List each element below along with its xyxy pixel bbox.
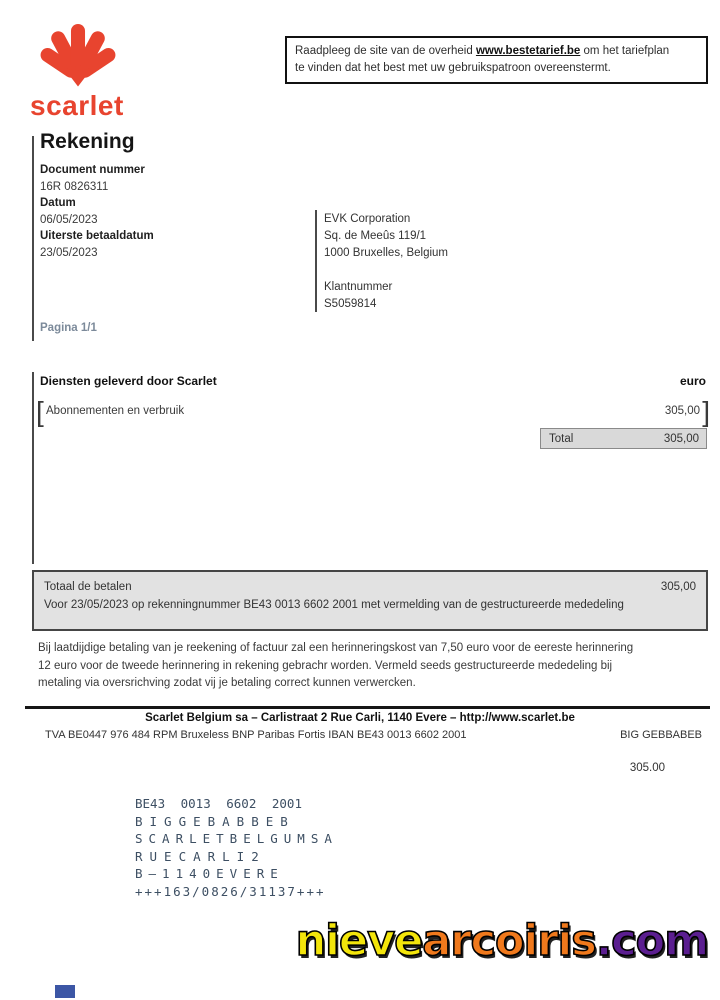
header-left-rule: [32, 136, 34, 341]
slip-payee-line: SCARLETBELGUMSA: [135, 831, 338, 846]
total-box: [540, 428, 707, 449]
site-watermark: [296, 916, 708, 966]
amount-due-value: 305,00: [660, 581, 696, 593]
notice-text-post: om het tariefplan: [580, 45, 670, 57]
footer-company-line: Scarlet Belgium sa – Carlistraat 2 Rue Carli, 1140 Evere – http://www.scarlet.be: [145, 712, 575, 724]
amount-due-box: [32, 570, 708, 631]
notice-text-line2: te vinden dat het best met uw gebruikspatroon overeenstermt.: [295, 62, 611, 74]
field-value-date: 06/05/2023: [40, 213, 98, 226]
services-left-rule: [32, 372, 34, 564]
notice-text-pre: Raadpleeg de site van de overheid: [295, 45, 476, 57]
recipient-address-line2: 1000 Bruxelles, Belgium: [324, 247, 449, 259]
scarlet-wordmark: scarlet: [30, 90, 124, 121]
footer-divider: [25, 706, 710, 709]
late-notice-line2: 12 euro voor de tweede herinnering in rekening gebrachr worden. Vermeld seeds gestructureerde mededeling bij: [38, 659, 613, 672]
slip-amount: 305.00: [629, 762, 665, 774]
slip-structured-reference: +++163/0826/31137+++: [135, 883, 326, 899]
service-row-amount: 305,00: [664, 405, 700, 417]
recipient-name: EVK Corporation: [324, 213, 411, 225]
field-label-document-number: Document nummer: [40, 164, 145, 176]
currency-header: euro: [679, 374, 706, 388]
row-bracket-open: [: [36, 396, 44, 427]
recipient-address-block: [324, 211, 448, 313]
page-number: Pagina 1/1: [40, 322, 97, 334]
field-label-due-date: Uiterste betaaldatum: [40, 230, 154, 242]
total-amount: 305,00: [663, 432, 699, 445]
payment-slip-block: [135, 795, 338, 900]
document-fields: [40, 162, 154, 261]
recipient-left-rule: [315, 210, 317, 312]
slip-iban-line: BE43 0013 6602 2001: [135, 796, 302, 811]
customer-number-value: S5059814: [324, 298, 377, 310]
scarlet-hand-icon: [30, 24, 126, 88]
recipient-address-line1: Sq. de Meeûs 119/1: [324, 230, 427, 242]
slip-street-line: RUECARLI2: [135, 848, 266, 864]
footer-bic: BIG GEBBABEB: [620, 729, 702, 741]
row-bracket-close: ]: [702, 396, 710, 427]
field-label-date: Datum: [40, 197, 76, 209]
slip-city-line: B–1140EVERE: [135, 866, 284, 881]
payment-instruction: Voor 23/05/2023 op rekenningnummer BE43 0013 6602 2001 met vermelding van de gestructureerde mededeling: [44, 599, 624, 611]
watermark-part1: nieve: [295, 916, 423, 966]
scarlet-logo: [26, 24, 146, 122]
slip-bic-line: BIGGEBABBEB: [135, 813, 295, 829]
tariff-notice-box: [285, 36, 708, 84]
watermark-part2: arcoiris: [422, 916, 596, 966]
field-value-due-date: 23/05/2023: [40, 246, 98, 259]
field-value-document-number: 16R 0826311: [40, 180, 109, 193]
page-title: Rekening: [40, 130, 135, 153]
customer-number-label: Klantnummer: [324, 281, 393, 293]
blue-square-mark: [55, 985, 75, 998]
late-notice-line1: Bij laatdijdige betaling van je reekening of factuur zal een herinneringskost van 7,50 euro voor de eereste herinnering: [38, 642, 634, 654]
bestetarief-link[interactable]: www.bestetarief.be: [475, 45, 581, 57]
services-heading: Diensten geleverd door Scarlet: [40, 374, 217, 388]
late-payment-notice: [38, 640, 693, 693]
footer-vat-iban: TVA BE0447 976 484 RPM Bruxeless BNP Paribas Fortis IBAN BE43 0013 6602 2001: [45, 729, 467, 741]
amount-due-label: Totaal de betalen: [44, 581, 132, 593]
watermark-part3: .com: [595, 916, 708, 966]
service-row-label: Abonnementen en verbruik: [46, 405, 185, 417]
late-notice-line3: metaling via oversrichving zodat vij je betaling correct kunnen verwercken.: [38, 677, 416, 689]
total-label: Total: [549, 432, 574, 445]
